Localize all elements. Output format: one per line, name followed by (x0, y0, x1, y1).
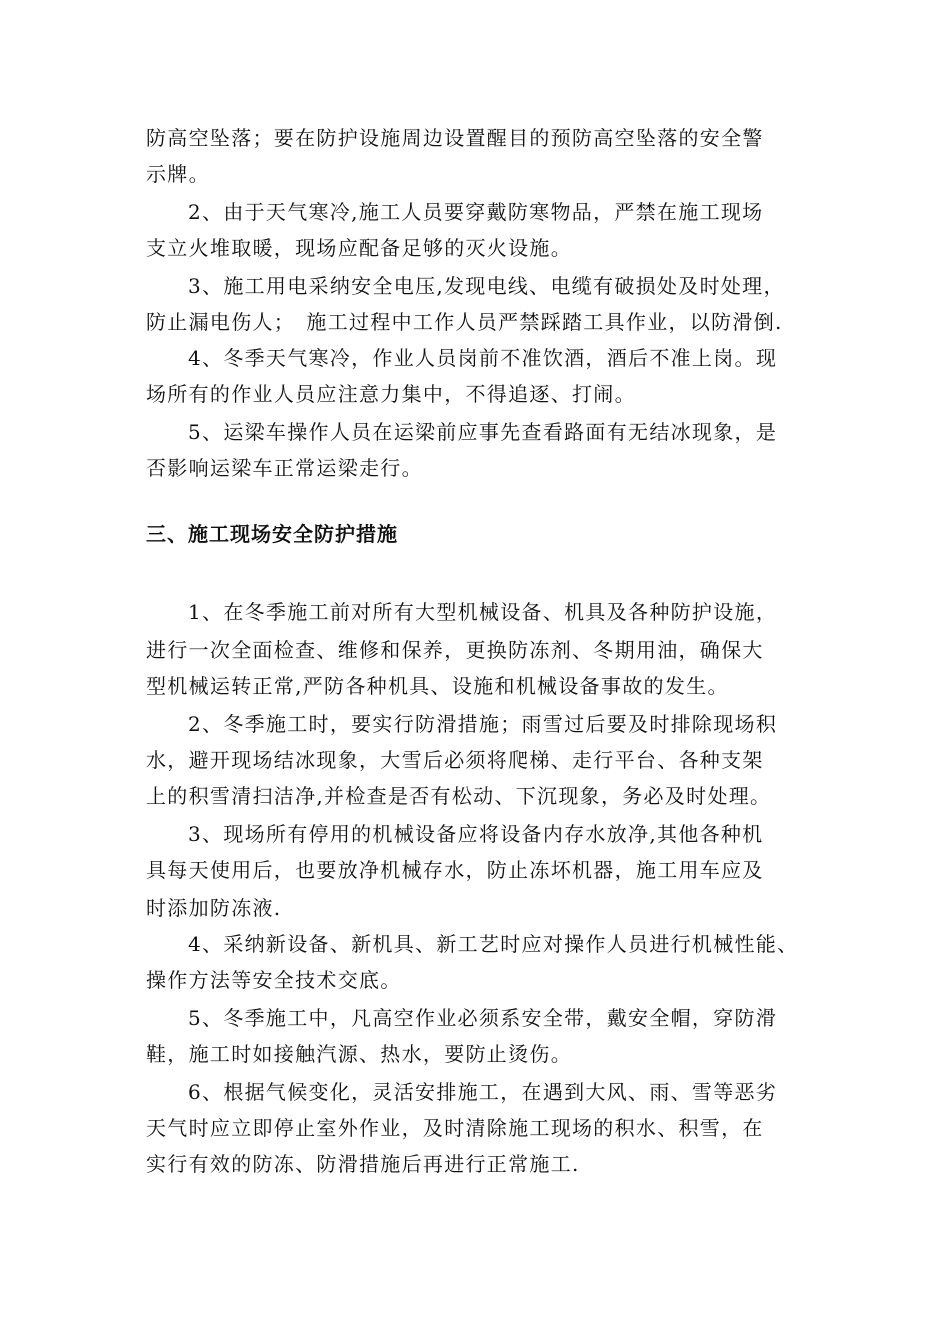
paragraph-line: 示牌。 (146, 162, 210, 186)
paragraph-line: 4、采纳新设备、新机具、新工艺时应对操作人员进行机械性能、 (188, 932, 799, 956)
paragraph-line: 防止漏电伤人； 施工过程中工作人员严禁踩踏工具作业，以防滑倒. (146, 310, 783, 334)
paragraph-line: 实行有效的防冻、防滑措施后再进行正常施工. (146, 1152, 580, 1176)
paragraph-line: 进行一次全面检查、维修和保养，更换防冻剂、冬期用油，确保大 (146, 638, 764, 662)
paragraph-line: 否影响运梁车正常运梁走行。 (146, 456, 423, 480)
paragraph-line: 2、由于天气寒冷,施工人员要穿戴防寒物品，严禁在施工现场 (188, 200, 764, 224)
paragraph-line: 5、运梁车操作人员在运梁前应事先查看路面有无结冰现象，是 (188, 420, 778, 444)
paragraph-line: 2、冬季施工时，要实行防滑措施；雨雪过后要及时排除现场积 (188, 712, 778, 736)
paragraph-line: 水，避开现场结冰现象，大雪后必须将爬梯、走行平台、各种支架 (146, 748, 764, 772)
paragraph-line: 具每天使用后，也要放净机械存水，防止冻坏机器，施工用车应及 (146, 858, 764, 882)
paragraph-line: 天气时应立即停止室外作业，及时清除施工现场的积水、积雪，在 (146, 1116, 764, 1140)
paragraph-line: 场所有的作业人员应注意力集中，不得追逐、打闹。 (146, 382, 636, 406)
paragraph-line: 鞋，施工时如接触汽源、热水，要防止烫伤。 (146, 1042, 572, 1066)
paragraph-line: 支立火堆取暖，现场应配备足够的灭火设施。 (146, 236, 572, 260)
paragraph-line: 6、根据气候变化，灵活安排施工，在遇到大风、雨、雪等恶劣 (188, 1080, 778, 1104)
paragraph-line: 上的积雪清扫洁净,并检查是否有松动、下沉现象，务必及时处理。 (146, 784, 772, 808)
paragraph-line: 防高空坠落；要在防护设施周边设置醒目的预防高空坠落的安全警 (146, 126, 764, 150)
paragraph-line: 4、冬季天气寒冷，作业人员岗前不准饮酒，酒后不准上岗。现 (188, 346, 778, 370)
paragraph-line: 1、在冬季施工前对所有大型机械设备、机具及各种防护设施， (188, 600, 778, 624)
section-heading: 三、施工现场安全防护措施 (146, 522, 398, 546)
paragraph-line: 3、施工用电采纳安全电压,发现电线、电缆有破损处及时处理， (188, 274, 785, 298)
paragraph-line: 3、现场所有停用的机械设备应将设备内存水放净,其他各种机 (188, 822, 764, 846)
paragraph-line: 5、冬季施工中，凡高空作业必须系安全带，戴安全帽，穿防滑 (188, 1006, 778, 1030)
paragraph-line: 型机械运转正常,严防各种机具、设施和机械设备事故的发生。 (146, 674, 729, 698)
paragraph-line: 时添加防冻液. (146, 896, 282, 920)
paragraph-line: 操作方法等安全技术交底。 (146, 968, 402, 992)
